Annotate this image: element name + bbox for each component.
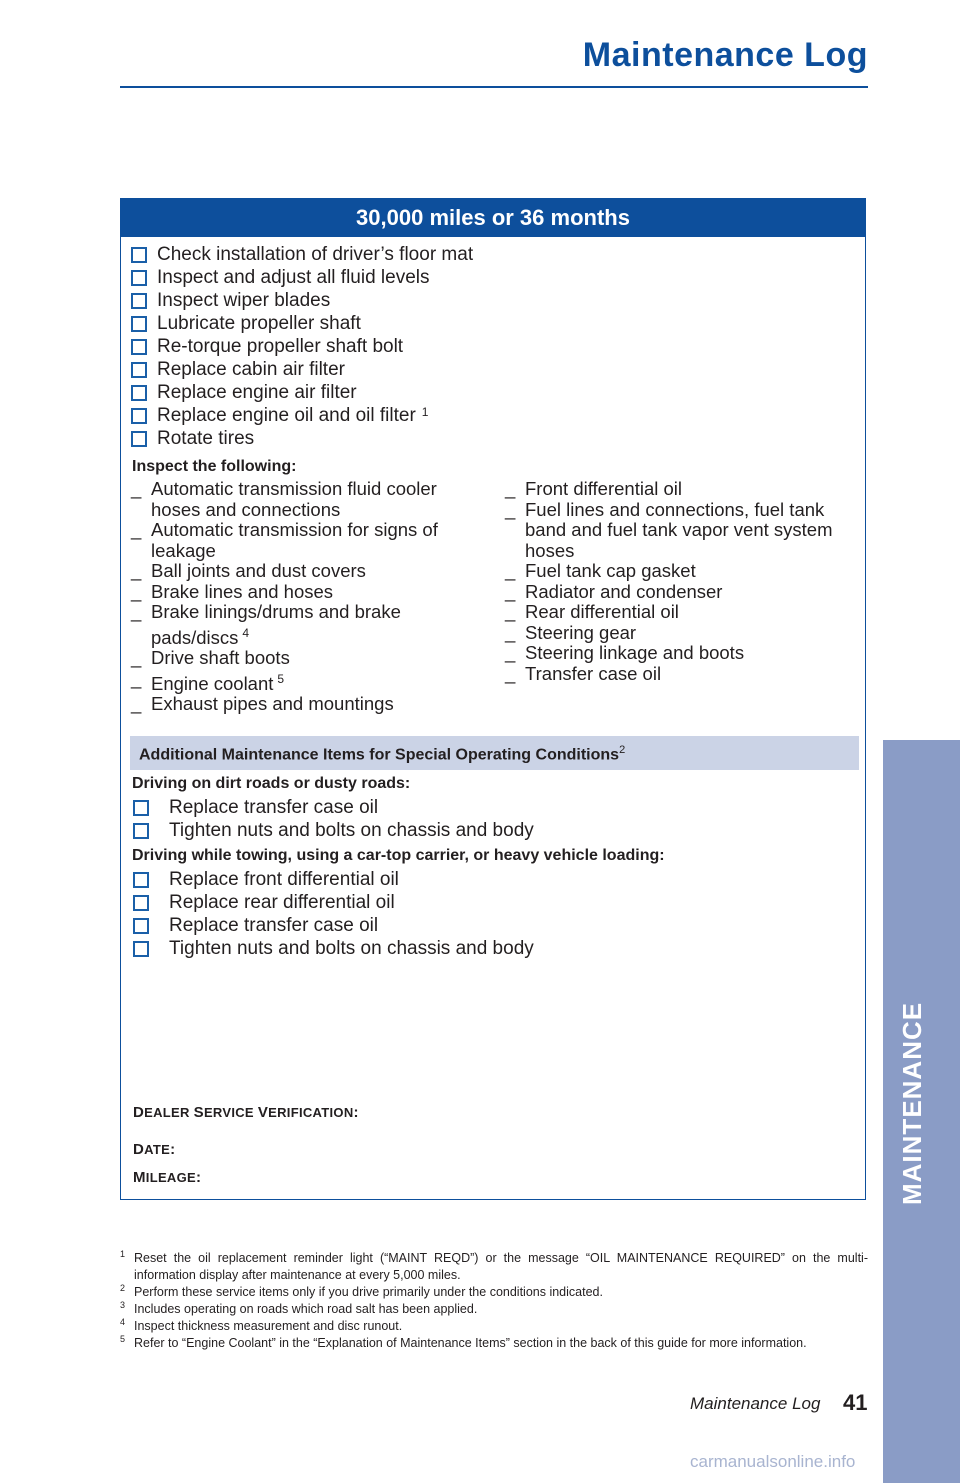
checkbox[interactable] (131, 293, 147, 309)
dealer-verification-label: DEALER SERVICE VERIFICATION: (133, 1104, 359, 1121)
checkbox[interactable] (133, 895, 149, 911)
checklist-item (131, 267, 430, 289)
special-group-heading: Driving on dirt roads or dusty roads: (132, 775, 411, 792)
inspect-item (131, 694, 471, 715)
footnote-number: 2 (120, 1283, 126, 1293)
checkbox[interactable] (131, 431, 147, 447)
checklist-item (131, 290, 330, 312)
dash-marker: _ (131, 560, 142, 581)
footnote-number: 3 (120, 1300, 126, 1310)
footnote-text: Reset the oil replacement reminder light (“MAINT REQD”) or the message “OIL MAINTENANCE REQUIRED” on the multi-information display after maintenance at every 5,000 miles. (134, 1251, 868, 1282)
checkbox[interactable] (131, 362, 147, 378)
page-title: Maintenance Log (582, 36, 868, 74)
special-item-label: Replace transfer case oil (169, 915, 379, 936)
checkbox[interactable] (131, 270, 147, 286)
inspect-item (131, 602, 471, 648)
checklist-item-label: Inspect and adjust all fluid levels (157, 267, 430, 288)
special-item (133, 820, 534, 842)
special-item-label: Tighten nuts and bolts on chassis and body (169, 820, 534, 841)
footnote (120, 1250, 868, 1284)
special-item (133, 869, 399, 891)
interval-header: 30,000 miles or 36 months (121, 199, 865, 237)
dash-marker: _ (131, 519, 142, 540)
checkbox[interactable] (133, 941, 149, 957)
inspect-list-left (131, 479, 471, 715)
checklist-item (131, 359, 345, 381)
checklist-item-label: Inspect wiper blades (157, 290, 331, 311)
dash-marker: _ (131, 647, 142, 669)
dash-marker: _ (131, 693, 142, 715)
inspect-item-label: Brake linings/drums and brake pads/discs (151, 601, 401, 648)
footnote-ref: 5 (277, 671, 285, 686)
inspect-item-label: Engine coolant (151, 672, 274, 694)
checklist-item (131, 382, 357, 404)
dash-marker: _ (505, 662, 516, 684)
footer-section-label: Maintenance Log (690, 1394, 821, 1413)
dash-marker: _ (505, 560, 516, 581)
footnote-text: Refer to “Engine Coolant” in the “Explanation of Maintenance Items” section in the back of this guide for more information. (134, 1336, 807, 1350)
dash-marker: _ (131, 478, 142, 499)
checkbox[interactable] (131, 339, 147, 355)
inspect-item-label: Ball joints and dust covers (151, 560, 366, 581)
checklist-item (131, 336, 403, 358)
footnote-number: 5 (120, 1334, 126, 1344)
inspect-item-label: Fuel lines and connections, fuel tank band and fuel tank vapor vent system hoses (525, 498, 833, 561)
checkbox[interactable] (133, 872, 149, 888)
checkbox[interactable] (133, 800, 149, 816)
checklist-item-label: Check installation of driver’s floor mat (157, 244, 474, 265)
inspect-item (505, 664, 855, 685)
checkbox[interactable] (131, 408, 147, 424)
inspect-item-label: Exhaust pipes and mountings (151, 693, 394, 715)
checklist-item-label: Rotate tires (157, 428, 255, 449)
inspect-item (131, 479, 471, 520)
inspect-item-label: Automatic transmission fluid cooler hoses and connections (151, 478, 437, 520)
section-side-tab-label: MAINTENANCE (897, 1001, 927, 1205)
footnote (120, 1284, 868, 1301)
inspect-item-label: Steering linkage and boots (525, 642, 745, 663)
footnote (120, 1301, 868, 1318)
inspect-item (131, 561, 471, 582)
inspect-item-label: Fuel tank cap gasket (525, 560, 696, 581)
maintenance-log-box (120, 198, 866, 1200)
footnote-number: 4 (120, 1317, 126, 1327)
inspect-item-label: Automatic transmission for signs of leakage (151, 519, 438, 561)
inspect-heading: Inspect the following: (132, 458, 297, 475)
footnote-text: Perform these service items only if you drive primarily under the conditions indicated. (134, 1285, 603, 1299)
footnotes (120, 1250, 868, 1352)
footnote (120, 1335, 868, 1352)
special-conditions-header (130, 736, 859, 770)
dash-marker: _ (505, 580, 516, 602)
special-item (133, 797, 378, 819)
special-item (133, 892, 395, 914)
inspect-item-label: Drive shaft boots (151, 647, 290, 669)
inspect-item-label: Steering gear (525, 621, 637, 643)
footnote-text: Inspect thickness measurement and disc runout. (134, 1319, 403, 1333)
title-divider (120, 86, 868, 88)
footnote-text: Includes operating on roads which road salt has been applied. (134, 1302, 478, 1316)
checklist-item-label: Replace engine air filter (157, 382, 357, 403)
dash-marker: _ (505, 498, 516, 520)
checklist-item (131, 405, 428, 427)
inspect-item (131, 648, 471, 669)
dash-marker: _ (505, 621, 516, 643)
checkbox[interactable] (133, 918, 149, 934)
inspect-item (505, 582, 855, 603)
checkbox[interactable] (133, 823, 149, 839)
inspect-item (131, 669, 471, 695)
special-item (133, 938, 534, 960)
mileage-label: MILEAGE: (133, 1169, 202, 1186)
checklist-item-label: Lubricate propeller shaft (157, 313, 361, 334)
dash-marker: _ (505, 642, 516, 663)
checklist-item (131, 428, 254, 450)
checkbox[interactable] (131, 247, 147, 263)
inspect-item-label: Front differential oil (525, 478, 682, 499)
special-conditions-note: 2 (619, 744, 626, 756)
dash-marker: _ (131, 667, 142, 689)
inspect-item (131, 582, 471, 603)
date-label: DATE: (133, 1141, 176, 1158)
checkbox[interactable] (131, 385, 147, 401)
dash-marker: _ (131, 580, 142, 602)
special-group-heading: Driving while towing, using a car-top carrier, or heavy vehicle loading: (132, 847, 665, 864)
special-item-label: Replace front differential oil (169, 869, 399, 890)
dash-marker: _ (505, 601, 516, 622)
inspect-item-label: Brake lines and hoses (151, 580, 334, 602)
watermark: carmanualsonline.info (690, 1452, 856, 1471)
inspect-item (505, 561, 855, 582)
inspect-item (505, 623, 855, 644)
page-number: 41 (843, 1390, 868, 1415)
inspect-item-label: Transfer case oil (525, 662, 662, 684)
inspect-item (505, 643, 855, 664)
special-item-label: Replace transfer case oil (169, 797, 379, 818)
special-item-label: Tighten nuts and bolts on chassis and body (169, 938, 534, 959)
checklist-item-label: Replace cabin air filter (157, 359, 345, 380)
footnote (120, 1318, 868, 1335)
footnote-ref: 1 (421, 405, 429, 419)
footnote-ref: 4 (242, 625, 250, 640)
checkbox[interactable] (131, 316, 147, 332)
footnote-number: 1 (120, 1249, 126, 1259)
inspect-item-label: Radiator and condenser (525, 580, 723, 602)
checklist-item-label: Re-torque propeller shaft bolt (157, 336, 404, 357)
inspect-item (505, 500, 855, 562)
special-item (133, 915, 378, 937)
inspect-item-label: Rear differential oil (525, 601, 679, 622)
inspect-item (505, 479, 855, 500)
checklist-item-label: Replace engine oil and oil filter (157, 405, 416, 426)
dash-marker: _ (505, 478, 516, 499)
special-item-label: Replace rear differential oil (169, 892, 395, 913)
special-conditions-title: Additional Maintenance Items for Special Operating Conditions (139, 746, 620, 764)
inspect-list-right (505, 479, 855, 684)
dash-marker: _ (131, 601, 142, 622)
inspect-item (505, 602, 855, 623)
checklist-item (131, 244, 473, 266)
inspect-item (131, 520, 471, 561)
checklist-item (131, 313, 361, 335)
